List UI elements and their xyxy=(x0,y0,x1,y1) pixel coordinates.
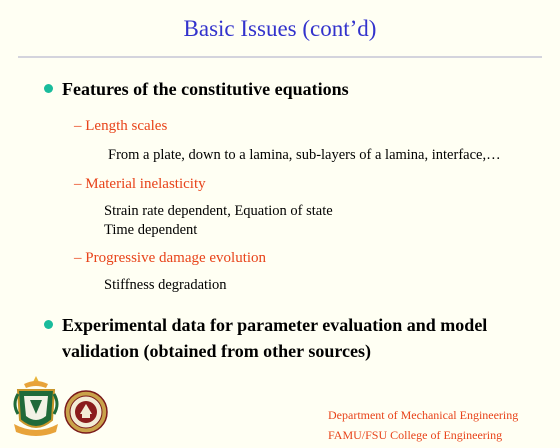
slide-title: Basic Issues (cont’d) xyxy=(183,16,377,41)
bullet-2-text: Experimental data for parameter evaluation and model validation (obtained from other sources) xyxy=(62,315,488,361)
bullet-1 xyxy=(44,76,540,102)
detail-length-scales: From a plate, down to a lamina, sub-layers of a lamina, interface,… xyxy=(108,147,501,163)
footer-department: Department of Mechanical Engineering xyxy=(328,408,519,422)
famu-crest-logo xyxy=(10,374,62,440)
detail-stiffness-degradation: Stiffness degradation xyxy=(104,277,227,293)
bullet-dot-icon xyxy=(44,320,53,329)
detail-time-dependent: Time dependent xyxy=(104,222,198,238)
sub-item-length-scales: – Length scales xyxy=(74,118,168,134)
bullet-2 xyxy=(44,312,540,364)
title-divider xyxy=(18,56,542,58)
sub-item-material-inelasticity: – Material inelasticity xyxy=(74,176,206,192)
bullet-1-text: Features of the constitutive equations xyxy=(62,79,349,99)
detail-strain-rate: Strain rate dependent, Equation of state xyxy=(104,203,333,219)
sub-item-progressive-damage: – Progressive damage evolution xyxy=(74,250,267,266)
fsu-seal-logo xyxy=(64,390,108,434)
bullet-dot-icon xyxy=(44,84,53,93)
footer-college: FAMU/FSU College of Engineering xyxy=(328,428,503,442)
